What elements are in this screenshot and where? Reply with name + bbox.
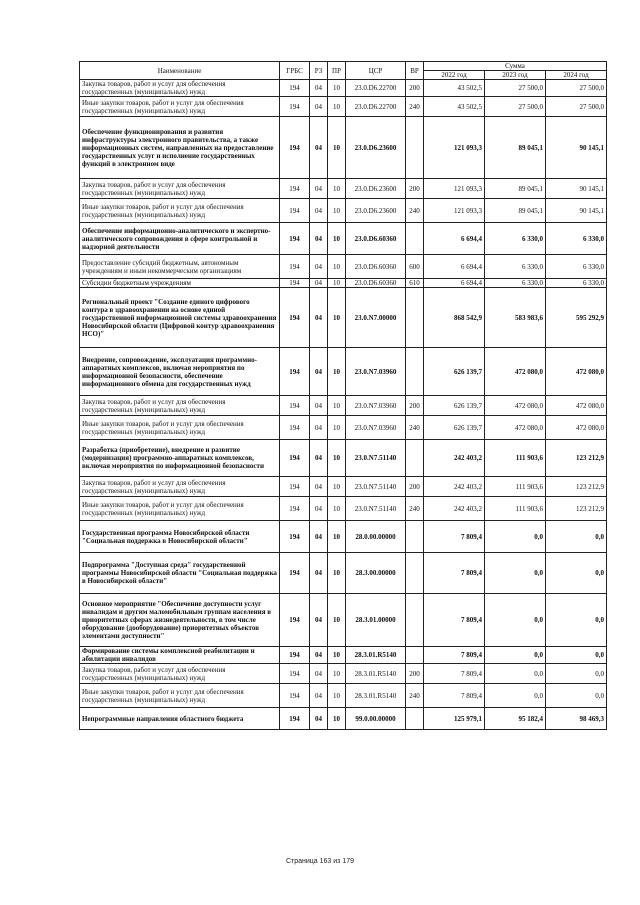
- cell-pr: 10: [328, 708, 346, 730]
- cell-name: Иные закупки товаров, работ и услуг для обеспечения государственных (муниципальных) нужд: [80, 199, 280, 223]
- budget-table: [79, 61, 607, 730]
- cell-rz: 04: [310, 97, 328, 117]
- cell-csr: 23.0.D6.22700: [346, 97, 406, 117]
- cell-name: Обеспечение функционирования и развития инфраструктуры электронного правительства, а также информационных систем, направленных на предоставление государственных услуг и исполнение государственных функций в электронном виде: [80, 117, 280, 179]
- cell-pr: 10: [328, 664, 346, 684]
- cell-name: Подпрограмма "Доступная среда" государственной программы Новосибирской области "Социальная поддержка в Новосибирской области": [80, 553, 280, 594]
- cell-pr: 10: [328, 348, 346, 396]
- cell-2023: 472 080,0: [485, 396, 546, 416]
- cell-pr: 10: [328, 179, 346, 199]
- cell-name: Закупка товаров, работ и услуг для обеспечения государственных (муниципальных) нужд: [80, 396, 280, 416]
- cell-csr: 28.3.01.00000: [346, 594, 406, 647]
- header-year-2023: 2023 год: [485, 71, 546, 80]
- cell-2022: 626 139,7: [424, 416, 485, 440]
- cell-grbs: 194: [280, 179, 310, 199]
- cell-grbs: 194: [280, 553, 310, 594]
- table-row: [80, 97, 607, 117]
- cell-pr: 10: [328, 396, 346, 416]
- cell-2023: 0,0: [485, 647, 546, 664]
- cell-2024: 595 292,9: [546, 288, 607, 348]
- cell-name: Иные закупки товаров, работ и услуг для обеспечения государственных (муниципальных) нужд: [80, 684, 280, 708]
- cell-2022: 43 502,5: [424, 80, 485, 97]
- cell-vr: [406, 348, 424, 396]
- header-year-2024: 2024 год: [546, 71, 607, 80]
- header-year-2022: 2022 год: [424, 71, 485, 80]
- cell-name: Субсидии бюджетным учреждениям: [80, 279, 280, 288]
- cell-pr: 10: [328, 80, 346, 97]
- cell-csr: 23.0.D6.23600: [346, 179, 406, 199]
- cell-2023: 0,0: [485, 521, 546, 553]
- cell-rz: 04: [310, 80, 328, 97]
- cell-rz: 04: [310, 684, 328, 708]
- cell-grbs: 194: [280, 223, 310, 255]
- cell-2024: 6 330,0: [546, 255, 607, 279]
- cell-csr: 28.3.01.R5140: [346, 664, 406, 684]
- cell-csr: 28.0.00.00000: [346, 521, 406, 553]
- cell-rz: 04: [310, 477, 328, 497]
- cell-rz: 04: [310, 288, 328, 348]
- cell-grbs: 194: [280, 288, 310, 348]
- cell-pr: 10: [328, 594, 346, 647]
- cell-2022: 242 403,2: [424, 497, 485, 521]
- cell-2023: 89 045,1: [485, 117, 546, 179]
- cell-vr: 240: [406, 416, 424, 440]
- cell-grbs: 194: [280, 440, 310, 477]
- cell-2023: 0,0: [485, 594, 546, 647]
- table-row: [80, 223, 607, 255]
- cell-rz: 04: [310, 647, 328, 664]
- cell-grbs: 194: [280, 416, 310, 440]
- cell-grbs: 194: [280, 199, 310, 223]
- cell-2023: 472 080,0: [485, 348, 546, 396]
- cell-rz: 04: [310, 708, 328, 730]
- cell-csr: 28.3.01.R5140: [346, 684, 406, 708]
- cell-vr: [406, 647, 424, 664]
- table-row: [80, 199, 607, 223]
- table-row: [80, 684, 607, 708]
- cell-csr: 23.0.D6.22700: [346, 80, 406, 97]
- cell-name: Иные закупки товаров, работ и услуг для обеспечения государственных (муниципальных) нужд: [80, 416, 280, 440]
- cell-2024: 0,0: [546, 521, 607, 553]
- cell-2022: 7 809,4: [424, 521, 485, 553]
- cell-grbs: 194: [280, 684, 310, 708]
- cell-vr: [406, 594, 424, 647]
- cell-2022: 121 093,3: [424, 199, 485, 223]
- cell-2024: 6 330,0: [546, 279, 607, 288]
- table-row: [80, 279, 607, 288]
- cell-pr: 10: [328, 497, 346, 521]
- cell-2022: 7 809,4: [424, 647, 485, 664]
- cell-grbs: 194: [280, 80, 310, 97]
- cell-vr: [406, 117, 424, 179]
- cell-vr: 200: [406, 179, 424, 199]
- cell-2023: 6 330,0: [485, 255, 546, 279]
- cell-name: Государственная программа Новосибирской области "Социальная поддержка в Новосибирской области": [80, 521, 280, 553]
- cell-2024: 98 469,3: [546, 708, 607, 730]
- cell-csr: 23.0.N7.03960: [346, 416, 406, 440]
- cell-pr: 10: [328, 477, 346, 497]
- cell-grbs: 194: [280, 348, 310, 396]
- cell-2024: 472 080,0: [546, 396, 607, 416]
- cell-2023: 89 045,1: [485, 199, 546, 223]
- table-row: [80, 416, 607, 440]
- cell-2024: 0,0: [546, 684, 607, 708]
- cell-2023: 0,0: [485, 664, 546, 684]
- cell-grbs: 194: [280, 97, 310, 117]
- cell-2022: 626 139,7: [424, 348, 485, 396]
- cell-2022: 868 542,9: [424, 288, 485, 348]
- cell-pr: 10: [328, 647, 346, 664]
- cell-vr: [406, 553, 424, 594]
- cell-csr: 23.0.N7.51140: [346, 497, 406, 521]
- cell-vr: [406, 521, 424, 553]
- cell-vr: 240: [406, 684, 424, 708]
- table-row: [80, 647, 607, 664]
- cell-2022: 6 694,4: [424, 223, 485, 255]
- cell-2024: 0,0: [546, 553, 607, 594]
- cell-vr: [406, 708, 424, 730]
- cell-grbs: 194: [280, 497, 310, 521]
- header-rz: РЗ: [310, 62, 328, 80]
- cell-name: Закупка товаров, работ и услуг для обеспечения государственных (муниципальных) нужд: [80, 179, 280, 199]
- cell-pr: 10: [328, 553, 346, 594]
- cell-name: Региональный проект "Создание единого цифрового контура в здравоохранении на основе единой государственной информационной системы здравоохранения Новосибирской области (Цифровой контур здравоохранения НСО)": [80, 288, 280, 348]
- cell-2024: 472 080,0: [546, 348, 607, 396]
- cell-rz: 04: [310, 255, 328, 279]
- cell-2022: 125 979,1: [424, 708, 485, 730]
- cell-rz: 04: [310, 497, 328, 521]
- cell-2024: 123 212,9: [546, 440, 607, 477]
- cell-csr: 23.0.N7.03960: [346, 348, 406, 396]
- cell-vr: [406, 223, 424, 255]
- cell-2023: 27 500,0: [485, 80, 546, 97]
- cell-pr: 10: [328, 117, 346, 179]
- cell-rz: 04: [310, 179, 328, 199]
- cell-2022: 6 694,4: [424, 279, 485, 288]
- table-body: [80, 80, 607, 730]
- header-csr: ЦСР: [346, 62, 406, 80]
- cell-2022: 121 093,3: [424, 117, 485, 179]
- cell-grbs: 194: [280, 521, 310, 553]
- cell-2022: 43 502,5: [424, 97, 485, 117]
- cell-csr: 23.0.D6.23600: [346, 199, 406, 223]
- table-row: [80, 179, 607, 199]
- header-grbs: ГРБС: [280, 62, 310, 80]
- cell-vr: 240: [406, 497, 424, 521]
- table-row: [80, 497, 607, 521]
- cell-rz: 04: [310, 223, 328, 255]
- cell-2022: 121 093,3: [424, 179, 485, 199]
- cell-rz: 04: [310, 279, 328, 288]
- cell-2023: 111 903,6: [485, 497, 546, 521]
- cell-grbs: 194: [280, 708, 310, 730]
- cell-name: Предоставление субсидий бюджетным, автономным учреждениям и иным некоммерческим организациям: [80, 255, 280, 279]
- cell-2024: 90 145,1: [546, 199, 607, 223]
- cell-name: Иные закупки товаров, работ и услуг для обеспечения государственных (муниципальных) нужд: [80, 97, 280, 117]
- cell-rz: 04: [310, 117, 328, 179]
- header-pr: ПР: [328, 62, 346, 80]
- cell-name: Непрограммные направления областного бюджета: [80, 708, 280, 730]
- table-row: [80, 594, 607, 647]
- table-row: [80, 396, 607, 416]
- cell-csr: 23.0.N7.51140: [346, 440, 406, 477]
- cell-2023: 583 983,6: [485, 288, 546, 348]
- cell-2023: 6 330,0: [485, 223, 546, 255]
- cell-csr: 28.3.01.R5140: [346, 647, 406, 664]
- cell-name: Иные закупки товаров, работ и услуг для обеспечения государственных (муниципальных) нужд: [80, 497, 280, 521]
- cell-2022: 626 139,7: [424, 396, 485, 416]
- cell-pr: 10: [328, 440, 346, 477]
- cell-pr: 10: [328, 684, 346, 708]
- cell-2023: 0,0: [485, 553, 546, 594]
- cell-vr: [406, 440, 424, 477]
- cell-vr: 240: [406, 199, 424, 223]
- cell-grbs: 194: [280, 594, 310, 647]
- cell-name: Закупка товаров, работ и услуг для обеспечения государственных (муниципальных) нужд: [80, 664, 280, 684]
- cell-2024: 0,0: [546, 647, 607, 664]
- cell-2023: 95 182,4: [485, 708, 546, 730]
- cell-pr: 10: [328, 288, 346, 348]
- cell-2023: 27 500,0: [485, 97, 546, 117]
- cell-2024: 123 212,9: [546, 477, 607, 497]
- cell-2023: 111 903,6: [485, 477, 546, 497]
- cell-vr: 200: [406, 396, 424, 416]
- cell-pr: 10: [328, 255, 346, 279]
- cell-rz: 04: [310, 416, 328, 440]
- cell-pr: 10: [328, 223, 346, 255]
- table-row: [80, 664, 607, 684]
- cell-vr: 200: [406, 80, 424, 97]
- cell-grbs: 194: [280, 117, 310, 179]
- cell-2024: 90 145,1: [546, 179, 607, 199]
- cell-rz: 04: [310, 521, 328, 553]
- cell-grbs: 194: [280, 477, 310, 497]
- cell-pr: 10: [328, 199, 346, 223]
- cell-2023: 472 080,0: [485, 416, 546, 440]
- table-row: [80, 477, 607, 497]
- cell-grbs: 194: [280, 396, 310, 416]
- cell-csr: 23.0.D6.60360: [346, 279, 406, 288]
- cell-name: Закупка товаров, работ и услуг для обеспечения государственных (муниципальных) нужд: [80, 80, 280, 97]
- cell-csr: 23.0.D6.23600: [346, 117, 406, 179]
- cell-rz: 04: [310, 440, 328, 477]
- cell-2024: 0,0: [546, 664, 607, 684]
- cell-rz: 04: [310, 553, 328, 594]
- cell-2023: 0,0: [485, 684, 546, 708]
- cell-vr: [406, 288, 424, 348]
- header-vr: ВР: [406, 62, 424, 80]
- cell-csr: 23.0.D6.60360: [346, 255, 406, 279]
- table-row: [80, 440, 607, 477]
- cell-rz: 04: [310, 594, 328, 647]
- table-row: [80, 288, 607, 348]
- cell-vr: 200: [406, 664, 424, 684]
- cell-pr: 10: [328, 279, 346, 288]
- cell-csr: 23.0.N7.00000: [346, 288, 406, 348]
- table-row: [80, 117, 607, 179]
- cell-2024: 472 080,0: [546, 416, 607, 440]
- header-sum: Сумма: [424, 62, 607, 71]
- cell-2022: 6 694,4: [424, 255, 485, 279]
- cell-pr: 10: [328, 521, 346, 553]
- cell-2024: 27 500,0: [546, 80, 607, 97]
- cell-2022: 7 809,4: [424, 594, 485, 647]
- cell-2024: 90 145,1: [546, 117, 607, 179]
- cell-grbs: 194: [280, 255, 310, 279]
- cell-vr: 200: [406, 477, 424, 497]
- cell-rz: 04: [310, 396, 328, 416]
- cell-2022: 242 403,2: [424, 440, 485, 477]
- cell-2023: 89 045,1: [485, 179, 546, 199]
- cell-grbs: 194: [280, 279, 310, 288]
- cell-2022: 242 403,2: [424, 477, 485, 497]
- cell-2024: 27 500,0: [546, 97, 607, 117]
- page-footer: Страница 163 из 179: [285, 858, 355, 865]
- cell-2024: 0,0: [546, 594, 607, 647]
- table-row: [80, 255, 607, 279]
- cell-pr: 10: [328, 97, 346, 117]
- cell-vr: 240: [406, 97, 424, 117]
- cell-2023: 6 330,0: [485, 279, 546, 288]
- table-row: [80, 553, 607, 594]
- cell-vr: 610: [406, 279, 424, 288]
- table-row: [80, 80, 607, 97]
- cell-name: Основное мероприятие "Обеспечение доступности услуг инвалидам и другим маломобильным группам населения в приоритетных сферах жизнедеятельности, в том числе оборудование (дооборудование) приоритетных объектов элементами доступности": [80, 594, 280, 647]
- cell-grbs: 194: [280, 647, 310, 664]
- cell-2022: 7 809,4: [424, 553, 485, 594]
- cell-name: Разработка (приобретение), внедрение и развитие (модернизация) программно-аппаратных комплексов, включая мероприятия по информационной безопасности: [80, 440, 280, 477]
- cell-name: Закупка товаров, работ и услуг для обеспечения государственных (муниципальных) нужд: [80, 477, 280, 497]
- cell-2023: 111 903,6: [485, 440, 546, 477]
- cell-pr: 10: [328, 416, 346, 440]
- header-name: Наименование: [80, 62, 280, 80]
- cell-csr: 99.0.00.00000: [346, 708, 406, 730]
- cell-rz: 04: [310, 199, 328, 223]
- cell-2024: 6 330,0: [546, 223, 607, 255]
- cell-2022: 7 809,4: [424, 684, 485, 708]
- table-row: [80, 521, 607, 553]
- cell-2022: 7 809,4: [424, 664, 485, 684]
- cell-csr: 23.0.N7.51140: [346, 477, 406, 497]
- cell-2024: 123 212,9: [546, 497, 607, 521]
- cell-name: Формирование системы комплексной реабилитации и абилитации инвалидов: [80, 647, 280, 664]
- cell-csr: 28.3.00.00000: [346, 553, 406, 594]
- table-row: [80, 348, 607, 396]
- cell-name: Внедрение, сопровождение, эксплуатация программно-аппаратных комплексов, включая мероприятия по информационной безопасности, обеспечение информационного обмена для государственных нужд: [80, 348, 280, 396]
- cell-rz: 04: [310, 348, 328, 396]
- table-row: [80, 708, 607, 730]
- cell-csr: 23.0.N7.03960: [346, 396, 406, 416]
- cell-vr: 600: [406, 255, 424, 279]
- cell-rz: 04: [310, 664, 328, 684]
- cell-grbs: 194: [280, 664, 310, 684]
- cell-name: Обеспечение информационно-аналитического и экспертно-аналитического сопровождения в сфере контрольной и надзорной деятельности: [80, 223, 280, 255]
- cell-csr: 23.0.D6.60360: [346, 223, 406, 255]
